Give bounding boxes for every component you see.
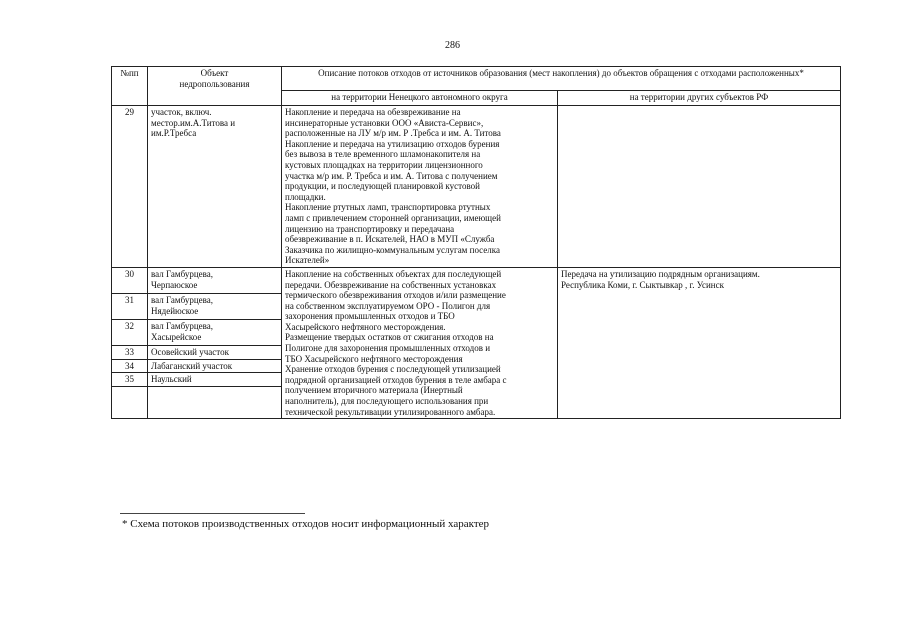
group-nao-description: Накопление на собственных объектах для последующей передачи. Обезвреживание на собственных установках термического обезвреживания отходов и/или размещение на собственном эксплуатируемом ОРО - Полигон для захоронения промышленных отходов и ТБО Хасырейского нефтяного месторождения. Размещение твердых остатков от сжигания отходов на Полигоне для захоронения промышленных отходов и ТБО Хасырейского нефтяного месторождения Хранение отходов бурения с последующей утилизацией подрядной организацией отходов бурения в теле амбара с получением вторичного материала (Инертный наполнитель), для последующего использования при технической рекультивации утилизированного амбара. xyxy=(282,267,558,418)
row-nao-description: Накопление и передача на обезвреживание на инсинераторные установки ООО «Ависта-Сервис», расположенные на ЛУ м/р им. Р .Требса и им. А. Титова Накопление и передача на утилизацию отходов бурения без вывоза в теле временного шламонакопителя на кустовых площадках на территории лицензионного участка м/р им. Р. Требса и им. А. Титова с получением продукции, и последующей планировкой кустовой площадки. Накопление ртутных ламп, транспортировка ртутных ламп с привлечением сторонней организации, имеющей лицензию на транспортировку и передачана обезвреживание в п. Искателей, НАО в МУП «Служба Заказчика по жилищно-коммунальным услугам поселка Искателей» xyxy=(282,106,558,268)
header-description: Описание потоков отходов от источников образования (мест накопления) до объектов обращения с отходами расположенных* xyxy=(282,67,841,91)
header-row xyxy=(112,67,841,91)
row-number: 34 xyxy=(112,359,148,373)
page-number: 286 xyxy=(445,40,460,51)
table-row xyxy=(112,106,841,268)
row-number: 31 xyxy=(112,293,148,319)
table-row xyxy=(112,267,841,293)
row-number: 35 xyxy=(112,373,148,387)
row-number: 29 xyxy=(112,106,148,268)
header-num: №пп xyxy=(112,67,148,106)
row-number: 32 xyxy=(112,319,148,345)
row-object: Лабаганский участок xyxy=(148,359,282,373)
row-number: 30 xyxy=(112,267,148,293)
row-object: Осовейский участок xyxy=(148,345,282,359)
footnote-divider xyxy=(120,513,305,514)
row-other-description xyxy=(558,106,841,268)
waste-flow-table xyxy=(111,66,841,419)
header-other: на территории других субъектов РФ xyxy=(558,91,841,106)
empty-cell xyxy=(148,386,282,419)
empty-cell xyxy=(112,386,148,419)
header-nao: на территории Ненецкого автономного округа xyxy=(282,91,558,106)
footnote: * Схема потоков производственных отходов носит информационный характер xyxy=(122,518,490,530)
group-other-description: Передача на утилизацию подрядным организациям. Республика Коми, г. Сыктывкар , г. Усинск xyxy=(558,267,841,418)
row-object: вал Гамбурцева, Черпаюское xyxy=(148,267,282,293)
row-object: Наульский xyxy=(148,373,282,387)
row-object: участок, включ. местор.им.А.Титова и им.Р.Требса xyxy=(148,106,282,268)
row-object: вал Гамбурцева, Хасырейское xyxy=(148,319,282,345)
row-object: вал Гамбурцева, Нядейюское xyxy=(148,293,282,319)
row-number: 33 xyxy=(112,345,148,359)
header-object: Объект недропользования xyxy=(148,67,282,106)
